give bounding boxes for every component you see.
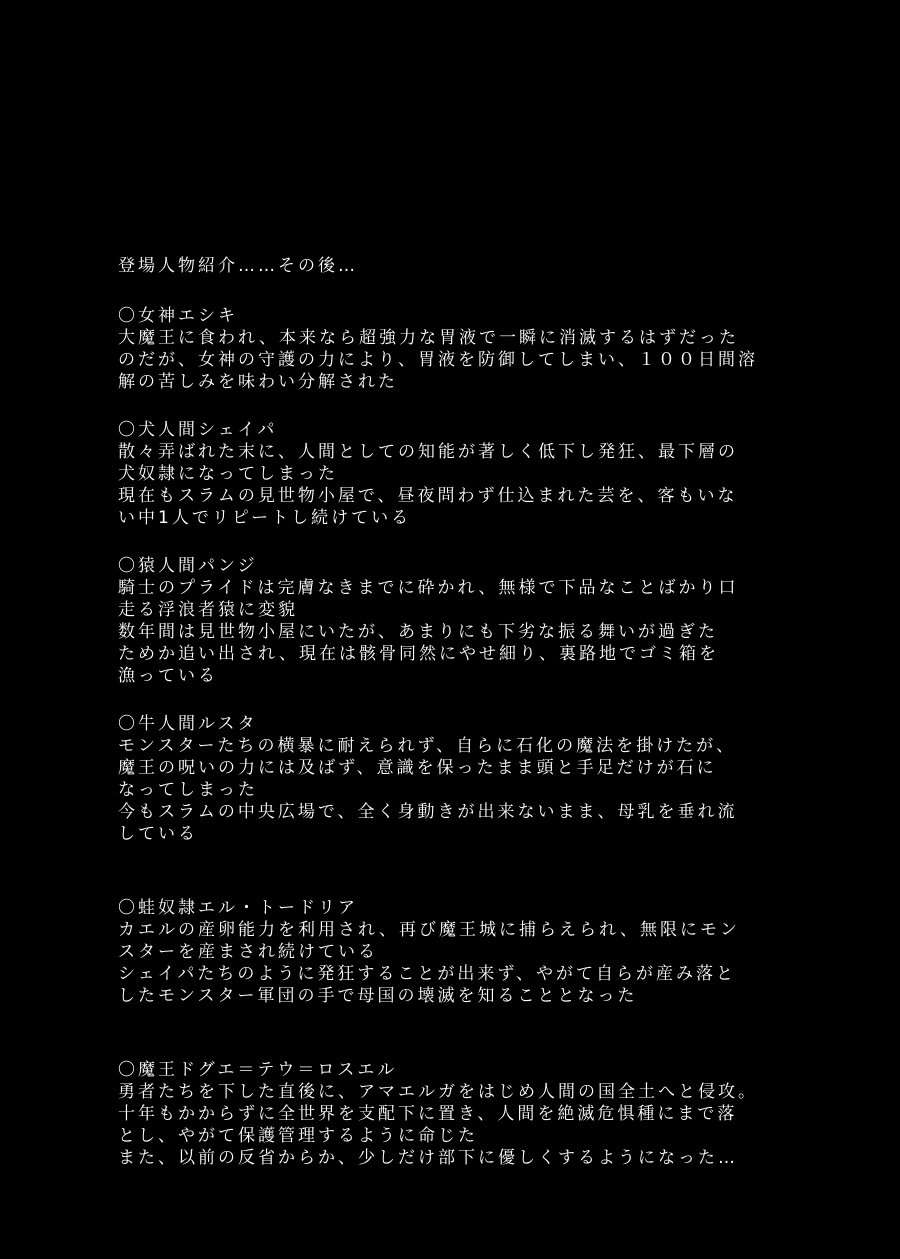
section-line: 勇者たちを下した直後に、アマエルガをはじめ人間の国全土へと侵攻。 xyxy=(118,1082,758,1102)
section-line: カエルの産卵能力を利用され、再び魔王城に捕らえられ、無限にモン xyxy=(118,920,741,940)
section-line: い中1人でリピートし続けている xyxy=(118,508,412,528)
section-line: 漁っている xyxy=(118,666,218,686)
section-heading: 〇犬人間シェイパ xyxy=(118,420,278,440)
section-heading: 〇魔王ドグエ＝テウ＝ロスエル xyxy=(118,1060,398,1080)
section-line: 騎士のプライドは完膚なきまでに砕かれ、無様で下品なことばかり口 xyxy=(118,578,739,598)
section-line: 解の苦しみを味わい分解された xyxy=(118,372,398,392)
section-line: 散々弄ばれた末に、人間としての知能が著しく低下し発狂、最下層の xyxy=(118,442,738,462)
section-line: したモンスター軍団の手で母国の壊滅を知ることとなった xyxy=(118,986,638,1006)
section-line: 数年間は見世物小屋にいたが、あまりにも下劣な振る舞いが過ぎた xyxy=(118,622,718,642)
section-line: モンスターたちの横暴に耐えられず、自らに石化の魔法を掛けたが、 xyxy=(118,736,737,756)
page-title: 登場人物紹介……その後… xyxy=(118,256,358,276)
section-shapa xyxy=(118,419,818,529)
section-line: ためか追い出され、現在は骸骨同然にやせ細り、裏路地でゴミ箱を xyxy=(118,644,720,664)
section-rusta xyxy=(118,713,818,845)
section-heading: 〇牛人間ルスタ xyxy=(118,714,258,734)
section-line: 今もスラムの中央広場で、全く身動きが出来ないまま、母乳を垂れ流 xyxy=(118,802,738,822)
section-heading: 〇猿人間パンジ xyxy=(118,556,258,576)
section-line: 走る浮浪者猿に変貌 xyxy=(118,600,298,620)
section-eshiki xyxy=(118,305,818,393)
section-line: とし、やがて保護管理するように命じた xyxy=(118,1126,478,1146)
section-line: 現在もスラムの見世物小屋で、昼夜問わず仕込まれた芸を、客もいな xyxy=(118,486,738,506)
section-el-toadria xyxy=(118,897,818,1007)
section-line: している xyxy=(118,824,198,844)
section-line: 大魔王に食われ、本来なら超強力な胃液で一瞬に消滅するはずだった xyxy=(118,328,740,348)
section-line: なってしまった xyxy=(118,780,258,800)
section-line: 魔王の呪いの力には及ばず、意識を保ったまま頭と手足だけが石に xyxy=(118,758,717,778)
section-panji xyxy=(118,555,818,687)
section-heading: 〇蛙奴隷エル・トードリア xyxy=(118,898,358,918)
section-line: シェイパたちのように発狂することが出来ず、やがて自らが産み落と xyxy=(118,964,736,984)
section-line: 十年もかからずに全世界を支配下に置き、人間を絶滅危惧種にまで落 xyxy=(118,1104,738,1124)
section-line: スターを産まされ続けている xyxy=(118,942,378,962)
section-line: 犬奴隷になってしまった xyxy=(118,464,338,484)
section-demon-king xyxy=(118,1059,818,1169)
section-heading: 〇女神エシキ xyxy=(118,306,238,326)
character-intro-page xyxy=(118,253,818,1169)
section-line: また、以前の反省からか、少しだけ部下に優しくするようになった… xyxy=(118,1148,738,1168)
section-line: のだが、女神の守護の力により、胃液を防御してしまい、１００日間溶 xyxy=(118,350,758,370)
